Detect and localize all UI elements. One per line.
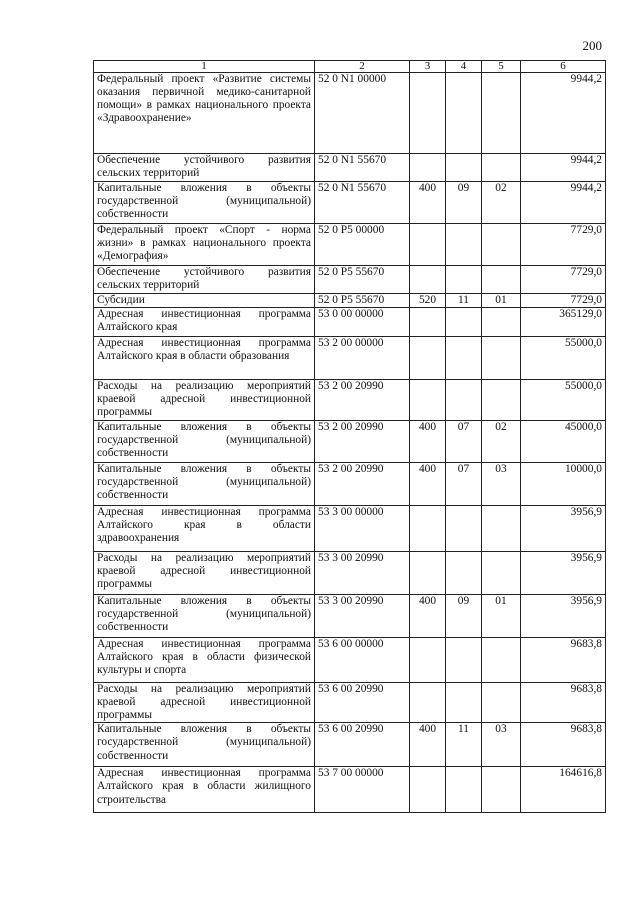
row-col5-cell: 02 <box>482 182 521 224</box>
row-col5-cell <box>482 638 521 683</box>
budget-table <box>93 60 606 813</box>
row-amount-cell: 55000,0 <box>521 337 606 380</box>
table-row <box>94 506 606 552</box>
row-name-cell: Субсидии <box>94 294 315 308</box>
row-code-cell: 53 2 00 20990 <box>315 463 410 506</box>
row-amount-cell: 9683,8 <box>521 638 606 683</box>
row-col3-cell <box>410 266 446 294</box>
row-amount-cell: 9944,2 <box>521 73 606 154</box>
row-name-cell: Расходы на реализацию мероприятий краевой адресной инвестиционной программы <box>94 380 315 421</box>
row-col4-cell: 07 <box>446 421 482 463</box>
row-name-cell: Адресная инвестиционная программа Алтайского края в области жилищного строительства <box>94 767 315 813</box>
table-row <box>94 266 606 294</box>
row-code-cell: 53 0 00 00000 <box>315 308 410 337</box>
row-col5-cell <box>482 73 521 154</box>
row-amount-cell: 164616,8 <box>521 767 606 813</box>
column-header-4: 4 <box>446 61 482 73</box>
row-name-cell: Расходы на реализацию мероприятий краевой адресной инвестиционной программы <box>94 552 315 595</box>
row-col5-cell: 02 <box>482 421 521 463</box>
row-col3-cell <box>410 380 446 421</box>
row-code-cell: 53 2 00 00000 <box>315 337 410 380</box>
row-col3-cell <box>410 638 446 683</box>
row-col5-cell: 03 <box>482 723 521 767</box>
row-col4-cell <box>446 552 482 595</box>
row-name-cell: Расходы на реализацию мероприятий краевой адресной инвестиционной программы <box>94 683 315 723</box>
column-header-2: 2 <box>315 61 410 73</box>
table-row <box>94 154 606 182</box>
table-row <box>94 552 606 595</box>
row-code-cell: 52 0 P5 00000 <box>315 224 410 266</box>
row-col4-cell: 11 <box>446 294 482 308</box>
row-name-cell: Адресная инвестиционная программа Алтайского края в области образования <box>94 337 315 380</box>
row-amount-cell: 7729,0 <box>521 266 606 294</box>
row-col5-cell <box>482 380 521 421</box>
row-col3-cell <box>410 73 446 154</box>
table-row <box>94 380 606 421</box>
table-row <box>94 294 606 308</box>
table-header-row <box>94 61 606 73</box>
table-row <box>94 224 606 266</box>
row-col3-cell <box>410 308 446 337</box>
row-col3-cell: 400 <box>410 595 446 638</box>
row-code-cell: 53 7 00 00000 <box>315 767 410 813</box>
row-amount-cell: 45000,0 <box>521 421 606 463</box>
row-code-cell: 53 2 00 20990 <box>315 380 410 421</box>
row-amount-cell: 9944,2 <box>521 182 606 224</box>
row-amount-cell: 3956,9 <box>521 552 606 595</box>
row-col3-cell <box>410 767 446 813</box>
row-amount-cell: 3956,9 <box>521 595 606 638</box>
row-code-cell: 52 0 N1 55670 <box>315 154 410 182</box>
row-col5-cell <box>482 552 521 595</box>
row-name-cell: Адресная инвестиционная программа Алтайского края <box>94 308 315 337</box>
row-col5-cell <box>482 266 521 294</box>
row-col3-cell: 400 <box>410 421 446 463</box>
table-row <box>94 182 606 224</box>
row-code-cell: 52 0 N1 00000 <box>315 73 410 154</box>
row-col3-cell: 400 <box>410 182 446 224</box>
table-row <box>94 638 606 683</box>
row-col5-cell: 01 <box>482 294 521 308</box>
row-col3-cell: 400 <box>410 723 446 767</box>
row-col5-cell <box>482 308 521 337</box>
row-col5-cell <box>482 154 521 182</box>
row-name-cell: Федеральный проект «Развитие системы оказания первичной медико-санитарной помощи» в рамках национального проекта «Здравоохранение» <box>94 73 315 154</box>
table-row <box>94 723 606 767</box>
table-row <box>94 595 606 638</box>
row-col5-cell <box>482 337 521 380</box>
row-col4-cell <box>446 337 482 380</box>
row-amount-cell: 9683,8 <box>521 723 606 767</box>
row-code-cell: 52 0 N1 55670 <box>315 182 410 224</box>
column-header-1: 1 <box>94 61 315 73</box>
column-header-5: 5 <box>482 61 521 73</box>
table-row <box>94 73 606 154</box>
row-col4-cell <box>446 73 482 154</box>
row-name-cell: Обеспечение устойчивого развития сельских территорий <box>94 154 315 182</box>
row-code-cell: 53 3 00 20990 <box>315 595 410 638</box>
row-col4-cell: 11 <box>446 723 482 767</box>
row-name-cell: Федеральный проект «Спорт - норма жизни» в рамках национального проекта «Демография» <box>94 224 315 266</box>
page-number: 200 <box>582 38 602 53</box>
row-amount-cell: 9944,2 <box>521 154 606 182</box>
row-col5-cell: 01 <box>482 595 521 638</box>
row-col5-cell <box>482 506 521 552</box>
row-name-cell: Адресная инвестиционная программа Алтайского края в области физической культуры и спорта <box>94 638 315 683</box>
row-col4-cell: 09 <box>446 595 482 638</box>
row-amount-cell: 55000,0 <box>521 380 606 421</box>
row-code-cell: 53 2 00 20990 <box>315 421 410 463</box>
row-amount-cell: 365129,0 <box>521 308 606 337</box>
row-amount-cell: 3956,9 <box>521 506 606 552</box>
column-header-6: 6 <box>521 61 606 73</box>
column-header-3: 3 <box>410 61 446 73</box>
row-code-cell: 52 0 P5 55670 <box>315 294 410 308</box>
table-row <box>94 337 606 380</box>
table-row <box>94 463 606 506</box>
table-row <box>94 683 606 723</box>
row-amount-cell: 7729,0 <box>521 224 606 266</box>
row-name-cell: Капитальные вложения в объекты государственной (муниципальной) собственности <box>94 421 315 463</box>
row-name-cell: Обеспечение устойчивого развития сельских территорий <box>94 266 315 294</box>
row-col4-cell <box>446 767 482 813</box>
row-amount-cell: 9683,8 <box>521 683 606 723</box>
row-amount-cell: 7729,0 <box>521 294 606 308</box>
table-row <box>94 308 606 337</box>
row-code-cell: 52 0 P5 55670 <box>315 266 410 294</box>
row-code-cell: 53 6 00 20990 <box>315 683 410 723</box>
table-row <box>94 767 606 813</box>
table-body <box>94 61 606 813</box>
row-col4-cell <box>446 154 482 182</box>
row-col5-cell <box>482 767 521 813</box>
row-col3-cell <box>410 224 446 266</box>
row-col3-cell <box>410 552 446 595</box>
row-col3-cell: 520 <box>410 294 446 308</box>
row-col5-cell <box>482 683 521 723</box>
row-col4-cell <box>446 638 482 683</box>
row-col3-cell <box>410 154 446 182</box>
row-col3-cell: 400 <box>410 463 446 506</box>
row-col3-cell <box>410 506 446 552</box>
row-name-cell: Капитальные вложения в объекты государственной (муниципальной) собственности <box>94 595 315 638</box>
row-col3-cell <box>410 337 446 380</box>
row-name-cell: Капитальные вложения в объекты государственной (муниципальной) собственности <box>94 182 315 224</box>
row-col4-cell: 07 <box>446 463 482 506</box>
row-name-cell: Адресная инвестиционная программа Алтайского края в области здравоохранения <box>94 506 315 552</box>
table-row <box>94 421 606 463</box>
row-code-cell: 53 3 00 00000 <box>315 506 410 552</box>
row-col4-cell <box>446 224 482 266</box>
row-col3-cell <box>410 683 446 723</box>
row-amount-cell: 10000,0 <box>521 463 606 506</box>
row-code-cell: 53 6 00 20990 <box>315 723 410 767</box>
row-name-cell: Капитальные вложения в объекты государственной (муниципальной) собственности <box>94 463 315 506</box>
row-col4-cell <box>446 683 482 723</box>
row-code-cell: 53 6 00 00000 <box>315 638 410 683</box>
row-col5-cell: 03 <box>482 463 521 506</box>
row-col4-cell <box>446 506 482 552</box>
row-col5-cell <box>482 224 521 266</box>
row-col4-cell <box>446 266 482 294</box>
row-col4-cell <box>446 308 482 337</box>
row-col4-cell <box>446 380 482 421</box>
row-col4-cell: 09 <box>446 182 482 224</box>
row-code-cell: 53 3 00 20990 <box>315 552 410 595</box>
row-name-cell: Капитальные вложения в объекты государственной (муниципальной) собственности <box>94 723 315 767</box>
